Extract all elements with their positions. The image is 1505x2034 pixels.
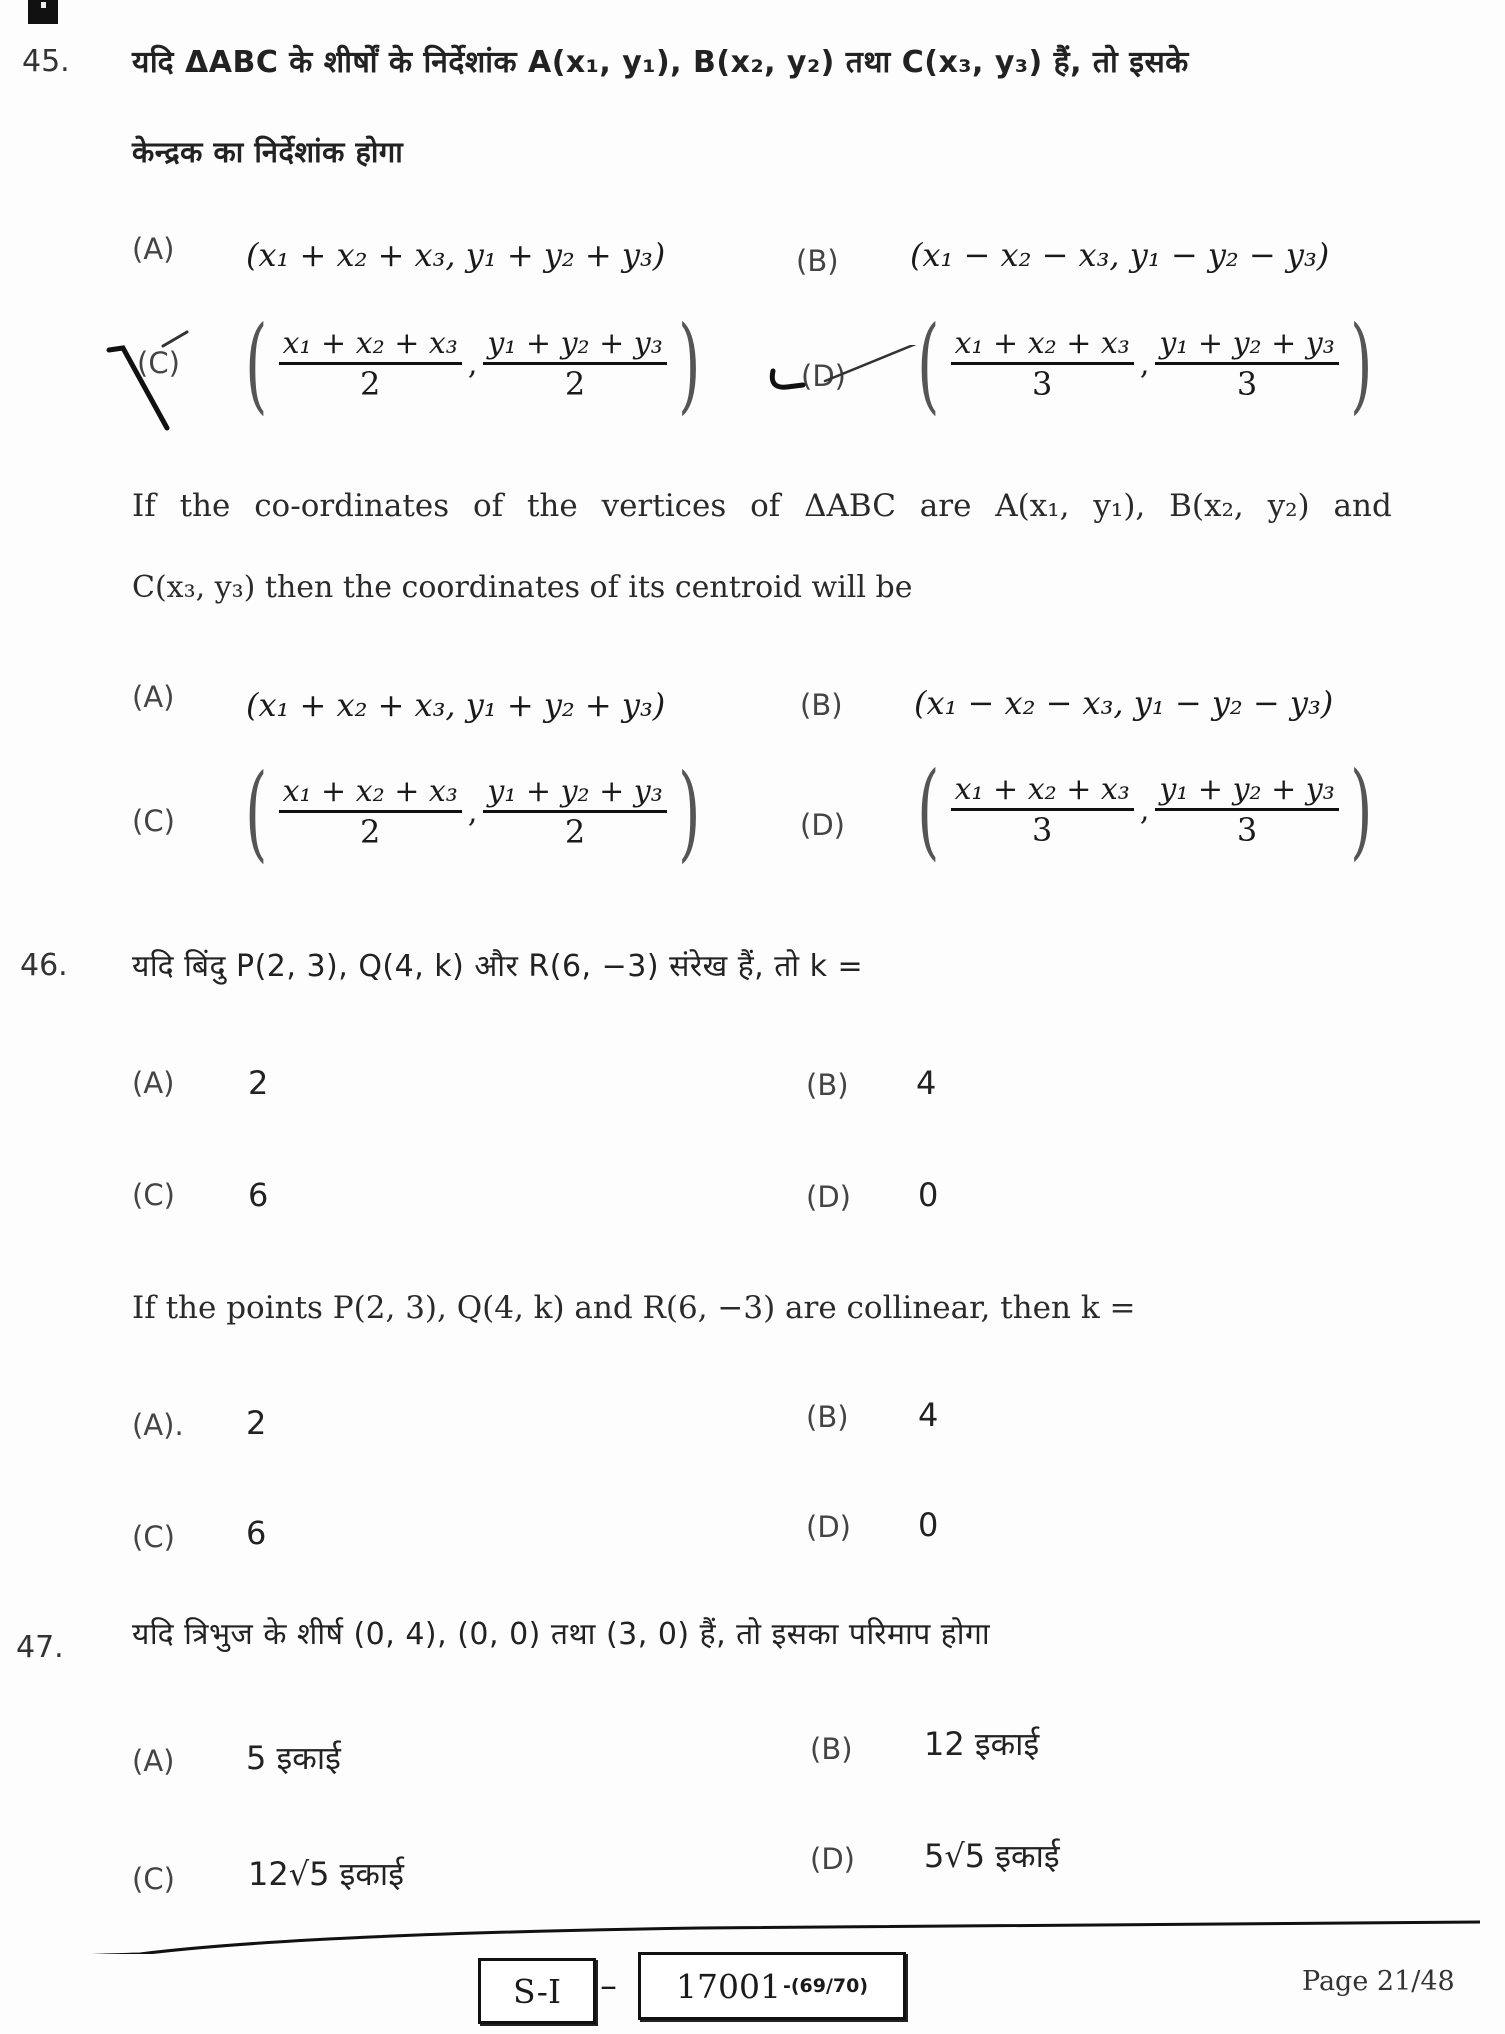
q46-en-option-d-value: 0 — [918, 1506, 939, 1544]
strike-mark-icon — [105, 328, 205, 438]
q45-hi-option-c-value: ( $\frac{\text{x₁ + x₂ + x₃}}{2}$ , $\frac{\text{y₁ + y₂ + y₃}}{2}$ ) — [245, 303, 701, 425]
q45-en-option-b-label[interactable]: (B) — [800, 688, 843, 722]
q45-en-c-num-x: x₁ + x₂ + x₃ — [279, 773, 462, 814]
q45-en-option-b-value: (x₁ − x₂ − x₃, y₁ − y₂ − y₃) — [914, 684, 1334, 722]
q45-hi-option-c-label: (C) — [137, 346, 180, 380]
q47-hi-option-c-label[interactable]: (C) — [132, 1862, 175, 1896]
q46-hi-option-c-value: 6 — [248, 1176, 269, 1214]
q45-en-option-c-label[interactable]: (C) — [132, 804, 175, 838]
q45-hi-option-a-label[interactable]: (A) — [132, 232, 175, 266]
q45-hi-c-den-x: 2 — [360, 365, 381, 404]
q45-hi-c-num-y: y₁ + y₂ + y₃ — [483, 325, 666, 366]
q45-hi-d-den-x: 3 — [1032, 365, 1053, 404]
q46-hi-option-a-label[interactable]: (A) — [132, 1066, 175, 1100]
q46-hi-option-d-value: 0 — [918, 1176, 939, 1214]
q47-hindi-line1: यदि त्रिभुज के शीर्ष (0, 4), (0, 0) तथा (3, 0) हैं, तो इसका परिमाप होगा — [132, 1617, 991, 1652]
q45-hi-option-d-value: ( $\frac{\text{x₁ + x₂ + x₃}}{3}$ , $\frac{\text{y₁ + y₂ + y₃}}{3}$ ) — [917, 303, 1373, 425]
q45-en-c-den-y: 2 — [564, 813, 586, 852]
q47-hi-option-b-value: 12 इकाई — [924, 1725, 1040, 1763]
q45-hi-option-b-value: (x₁ − x₂ − x₃, y₁ − y₂ − y₃) — [910, 236, 1330, 274]
q45-en-d-num-y: y₁ + y₂ + y₃ — [1155, 771, 1338, 812]
q45-en-option-d-value: ( $\frac{\text{x₁ + x₂ + x₃}}{3}$ , $\frac{\text{y₁ + y₂ + y₃}}{3}$ ) — [917, 749, 1373, 871]
question-number-45: 45. — [22, 44, 70, 79]
q45-hindi-line1: यदि ΔABC के शीर्षों के निर्देशांक A(x₁, y₁), B(x₂, y₂) तथा C(x₃, y₃) हैं, तो इसके — [132, 45, 1189, 80]
q45-en-option-c-value: ( $\frac{\text{x₁ + x₂ + x₃}}{2}$ , $\frac{\text{y₁ + y₂ + y₃}}{2}$ ) — [245, 751, 701, 873]
q47-hi-option-d-label[interactable]: (D) — [810, 1842, 855, 1876]
q46-en-option-c-label[interactable]: (C) — [132, 1520, 175, 1554]
series-code-box — [478, 1958, 596, 2024]
q45-en-d-den-x: 3 — [1032, 811, 1053, 850]
q45-en-option-a-value: (x₁ + x₂ + x₃, y₁ + y₂ + y₃) — [246, 686, 666, 724]
q46-en-option-a-label[interactable]: (A). — [132, 1408, 184, 1442]
page-number: Page 21/48 — [1302, 1966, 1455, 1997]
footer-separator: – — [600, 1966, 617, 2006]
q45-hindi-line2: केन्द्रक का निर्देशांक होगा — [132, 135, 404, 169]
footer-divider-line — [0, 1914, 1505, 1954]
q46-hi-option-d-label[interactable]: (D) — [806, 1180, 851, 1214]
q46-hi-option-c-label[interactable]: (C) — [132, 1178, 175, 1212]
q45-hi-d-num-y: y₁ + y₂ + y₃ — [1155, 325, 1338, 366]
q45-en-option-a-label[interactable]: (A) — [132, 680, 175, 714]
q45-hi-c-den-y: 2 — [564, 365, 586, 404]
paper-code-box — [638, 1952, 906, 2020]
q45-en-d-den-y: 3 — [1236, 811, 1258, 850]
q46-en-option-b-label[interactable]: (B) — [806, 1400, 849, 1434]
series-code: S-I — [512, 1971, 561, 2011]
q46-en-option-d-label[interactable]: (D) — [806, 1510, 851, 1544]
q45-en-c-den-x: 2 — [360, 813, 381, 852]
q46-english-line1: If the points P(2, 3), Q(4, k) and R(6, −3) are collinear, then k = — [132, 1290, 1136, 1326]
q45-english-line1: If the co-ordinates of the vertices of ΔABC are A(x₁, y₁), B(x₂, y₂) and — [132, 488, 1392, 524]
question-number-46: 46. — [20, 948, 68, 983]
q45-en-c-num-y: y₁ + y₂ + y₃ — [483, 773, 666, 814]
paper-code: 17001 — [675, 1966, 781, 2006]
q46-hi-option-a-value: 2 — [248, 1064, 269, 1102]
q45-hi-c-num-x: x₁ + x₂ + x₃ — [279, 325, 462, 366]
q46-hi-option-b-value: 4 — [916, 1064, 937, 1102]
q46-hi-option-b-label[interactable]: (B) — [806, 1068, 849, 1102]
q45-hi-d-num-x: x₁ + x₂ + x₃ — [951, 325, 1134, 366]
q45-hi-option-a-value: (x₁ + x₂ + x₃, y₁ + y₂ + y₃) — [246, 236, 666, 274]
q46-en-option-c-value: 6 — [246, 1514, 267, 1552]
q47-hi-option-d-value: 5√5 इकाई — [924, 1837, 1060, 1875]
q46-hindi-line1: यदि बिंदु P(2, 3), Q(4, k) और R(6, −3) संरेख हैं, तो k = — [132, 949, 864, 984]
q45-english-line2: C(x₃, y₃) then the coordinates of its centroid will be — [132, 570, 913, 605]
q46-en-option-b-value: 4 — [918, 1396, 939, 1434]
q47-hi-option-b-label[interactable]: (B) — [810, 1732, 853, 1766]
q46-en-option-a-value: 2 — [246, 1404, 267, 1442]
q45-en-d-num-x: x₁ + x₂ + x₃ — [951, 771, 1134, 812]
q47-hi-option-a-label[interactable]: (A) — [132, 1744, 175, 1778]
q45-hi-d-den-y: 3 — [1236, 365, 1258, 404]
q47-hi-option-c-value: 12√5 इकाई — [248, 1855, 404, 1893]
q45-hi-option-b-label[interactable]: (B) — [796, 244, 839, 278]
question-number-47: 47. — [16, 1630, 64, 1665]
q45-en-option-d-label[interactable]: (D) — [800, 808, 845, 842]
q47-hi-option-a-value: 5 इकाई — [246, 1739, 341, 1777]
q45-hi-option-d-label: (D) — [801, 359, 846, 393]
page-corner-marker — [28, 0, 58, 24]
q45-hi-option-c-label-struck[interactable] — [105, 328, 205, 438]
paper-code-suffix: -(69/70) — [782, 1975, 869, 1997]
q45-hi-option-d-label-ticked[interactable] — [765, 345, 925, 405]
